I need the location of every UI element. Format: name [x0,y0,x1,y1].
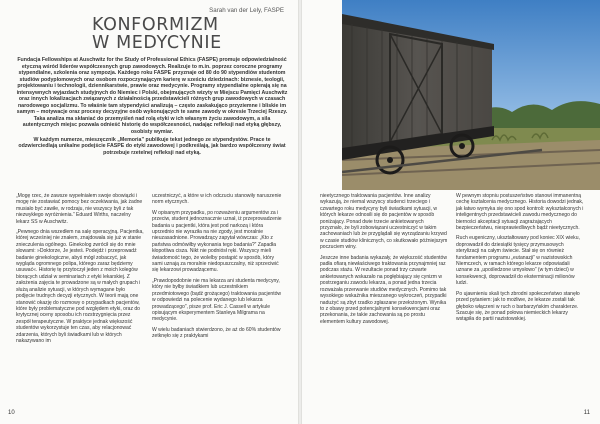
title-line-2: W MEDYCYNIE [92,33,222,53]
body-paragraph: W opisanym przypadku, po rozważeniu argumentów za i przeciw, student jednoznacznie uznał, iż przeprowadzenie badania u pacjentki, która jest pod narkozą i która uprzednio nie wyraziła na nie zgody, jest moralnie nieuzasadnione. Prowadzący zapytał wówczas: „Kto z państwa odmówiłby wykonania tego badania?” Zapadła kłopotliwa cisza. Nikt nie podniósł ręki. Wszyscy mieli świadomość tego, że wolelby postąpić w sposób, który sami uznają za moralnie niedopuszczalny, niż sprzeciwić się lekarzowi prowadzącemu. [152,209,282,274]
page-number-right: 11 [583,410,590,416]
body-paragraph: nieetycznego traktowania pacjentów. Inne analizy wykazują, że niemal wszyscy studenci trzeciego i czwartego roku medycyny byli świadkami sytuacji, w których lekarze odnosili się do pacjentów w sposób poniżający. Ponad dwie trzecie ankietowanych przyznało, że byli zobowiązani uczestniczyć w takim zachowaniach lub że przyglądali się wyrządzaniu krzywd w czasie studiów klinicznych, co skutkowało późniejszym poczuciem winy. [320,193,448,251]
intro-paragraph: Fundacja Fellowships at Auschwitz for the Study of Professional Ethics (FASPE) promuje odpowiedzialność etyczną wśród liderów współczesnych grup zawodowych. Realizuje to m.in. poprzez coroczne programy stypendialne, szkolenia oraz sympozja. Każdego roku FASPE przyznaje od 80 do 90 stypendiów studentom studiów podyplomowych oraz osobom rozpoczynającym karierę w sześciu dziedzinach: biznesie, teologii, projektowaniu i technologii, dziennikarstwie, prawie oraz medycynie. Programy stypendialne opierają się na intensywnych wyjazdach studyjnych do Niemiec i Polski, obejmujących wizyty w Miejscu Pamięci Auschwitz oraz innych lokalizacjach związanych z działalnością przedstawicieli różnych grup zawodowych w czasach narodowego socjalizmu. To właśnie tam stypendyści analizują – często zaskakująco przyziemne i bliskie im samym – motywacje oraz procesy decyzyjne osób wykonujących te same zawody w okresie Trzeciej Rzeszy. Taka analiza ma skłaniać do przemyśleń nad rolą etyki w ich własnym życiu zawodowym, a sila autentycznych miejsc pozwala odnieść historię do współczesności, nadając refleksji nad etyką głębszy, osobisty wymiar. [16,57,288,136]
freight-wagon-photo-icon [342,0,600,190]
right-page-column-2 [456,193,584,327]
body-paragraph: „Prawdopodobnie nie ma lekarza ani studenta medycyny, który nie byłby świadkiem lub uczestnikiem przedmiotowego (bądź grożącego) traktowania pacjentów w odpowiedzi na polecenie wydanego lub lekarza prowadzącego”, pisze prof. Eric J. Cassell w artykule opisującym eksperymentem Stanleya Milgrama na medycynie. [152,277,282,323]
left-page-column-2 [152,193,282,344]
author-name: Sarah van der Lely, FASPE [209,7,284,14]
intro-paragraph: W każdym numerze, mieszęcznik „Memoria” publikuje tekst jednego ze stypendystów. Prace te odzwierciedlają unikalne podejście FASPE do etyki zawodowej i podkreślają, jak bardzo współczesny świat potrzebuje rzetelnej refleksji nad etyką. [18,136,286,156]
left-page [0,0,298,424]
body-paragraph: Po ujawnieniu skali tych zbrodni społeczeństwo stanęło przed pytaniem: jak to możliwe, że lekarze zostali tak głęboko włączeni w ruch o barbarzyńskim charakterze. Szacuje się, że ponad połowa niemieckich lekarzy wstąpiła do partii nazistowskiej. [456,290,580,323]
page-number-left: 10 [8,410,15,416]
right-page [302,0,600,424]
title-line-1: KONFORMIZM [92,15,219,35]
article-intro [16,57,288,158]
body-paragraph: „Mogę rzec, że zawsze wypełniałem swoje obowiązki i mogę nie zostawiać pomocy bez oczekiwania, jak żadne musiało być zawiłe, w rodzaju, nie wszyscy byli z tak niezwykłego wyróżnienia.” Eduard Wirths, naczelny lekarz SS w Auschwitz. [16,193,143,225]
right-page-column-1 [320,193,448,329]
left-page-column-1 [16,193,144,348]
body-paragraph: „Pewnego dnia wszedłem na salę operacyjną. Pacjentka, której wcześniej nie znałem, znajdowała się już w stanie znieczulenia ogólnego. Ginekolog zwrócił się do mnie słowami: »Doktorze, Je jesteś. Podejdź i przeprowadź badanie ginekologiczne, abyś mógł zobaczyć, jak wygląda ogromnego polipa, którego zaraz będziemy usuwać«. Historię tę przytoczył jeden z moich kolegów biorących udział w seminariach z etyki lekarskiej. Z założenia zajęcia te prowadzone są w małych grupach i służą analizie sytuacji, w których wymagane było podjęcie trudnych decyzji etycznych. W teorii mają one stanowić okazję do rozmowy o przypadkach pacjentów, które były problematyczne pod względem etyki, oraz do krytycznej oceny sposobu ich rozstrzygnięcia przez zespół terapeutyczne. W praktyce jednak większość studentów wykorzystuje ten czas, aby relacjonować zdarzenia, których byli świadkami lub w których nakazywano im [16,229,144,344]
body-paragraph: W wielu badaniach stwierdzono, że aż do 60% studentów zetknęło się z praktykami [152,326,281,340]
body-paragraph: Ruch eugeniczny, ukształtowany pod koniec XIX wieku, doprowadził do dziesiątki tysięcy przymusowych sterylizacji na całym świecie. Stał się on również fundamentem programu „eutanazji” w nazistowskich Niemczech, w ramach którego lekarze odpowiadali uznane za „upośledzone umysłowo” (w tym dzieci) w konsekwencji, doprowadził do eksterminacji milionów ludzi. [456,235,580,287]
body-paragraph: uczestniczyć, a które w ich odczuciu stanowiły naruszenie norm etycznych. [152,193,282,206]
body-paragraph: W pewnym stopniu postuszeństwo stanowi immanentną cechę kształcenia medycznego. Historia dowodzi jednak, jak łatwo wymyka się ono spod kontroli: wykształconych i inteligentnych przedstawicieli zawodu medycznego do bierności akceptacji sytuacji zagrażających bezpieczeństwu, niesprawiedliwych bądź nieetycznych. [456,193,584,232]
body-paragraph: Jeszcze inne badania wykazały, że większość studentów padła ofiarą niewłaściwego traktowania przynajmniej raz podczas stażu. W rezultacie ponad trzy czwarte ankietowanych wskazało na pogłębiający się cynizm w postrzeganiu zawodu lekarza, a ponad jedna trzecia rozważała przerwanie studiów medycznych. Pomimo tak wysokiego wskaźnika mieszanego wykroczeń, przypadki nadużyć są zbyt rzadko zgłaszane przełożonym. Wynika to z obawy przed potencjalnymi konsekwencjami oraz przekonania, że takie zachowania są po prostu elementem kultury zawodowej. [320,254,447,325]
article-title [92,16,262,52]
